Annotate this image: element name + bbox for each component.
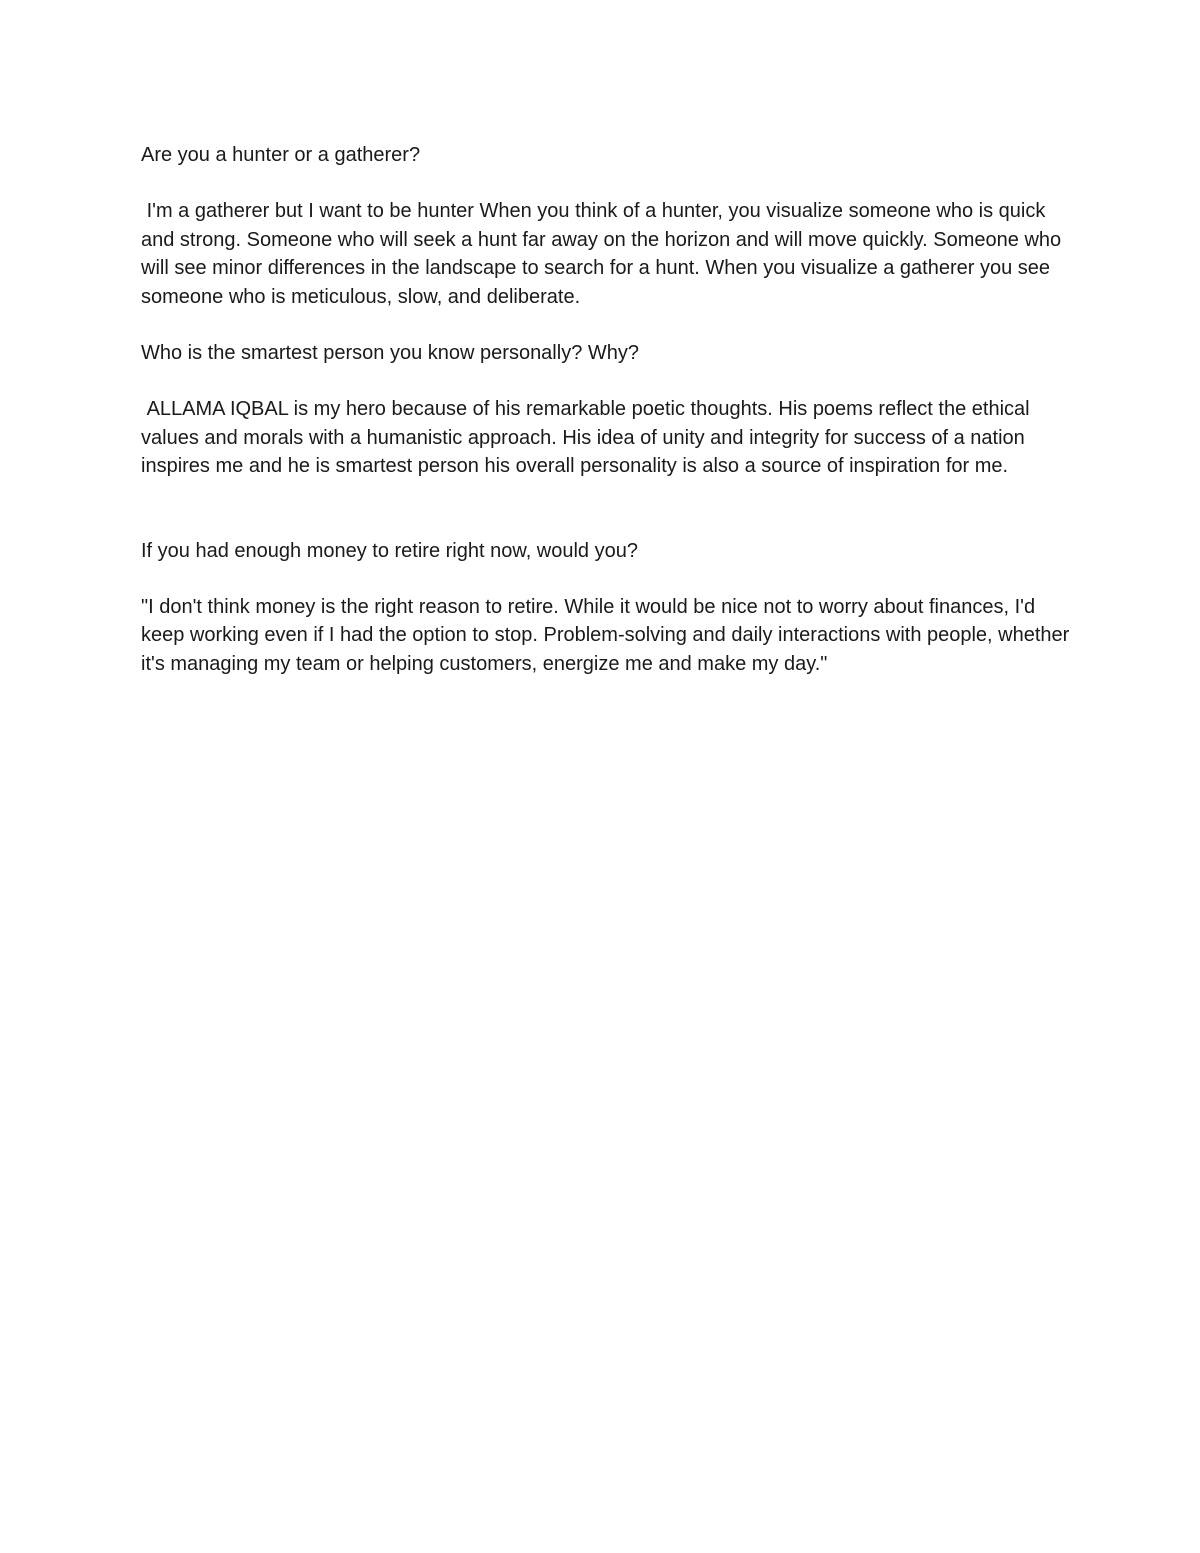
paragraph-spacer: [141, 311, 1071, 339]
paragraph-spacer: [141, 481, 1071, 537]
answer-hunter-gatherer: I'm a gatherer but I want to be hunter When you think of a hunter, you visualize someone who is quick and strong. Someone who will seek a hunt far away on the horizon and will move quickly. Someone who will see minor differences in the landscape to search for a hunt. When you visualize a gatherer you see someone who is meticulous, slow, and deliberate.: [141, 200, 1067, 308]
question-smartest-person: Who is the smartest person you know personally? Why?: [141, 342, 639, 365]
paragraph-spacer: [141, 169, 1071, 197]
paragraph-spacer: [141, 565, 1071, 593]
paragraph-spacer: [141, 367, 1071, 395]
document-body: [141, 141, 1075, 678]
answer-smartest-person: ALLAMA IQBAL is my hero because of his remarkable poetic thoughts. His poems reflect the ethical values and morals with a humanistic approach. His idea of unity and integrity for success of a nation inspires me and he is smartest person his overall personality is also a source of inspiration for me.: [141, 398, 1036, 478]
question-hunter-gatherer: Are you a hunter or a gatherer?: [141, 144, 421, 166]
answer-retire: "I don't think money is the right reason to retire. While it would be nice not to worry about finances, I'd keep working even if I had the option to stop. Problem-solving and daily interactions with people, whether it's managing my team or helping customers, energize me and make my day.": [141, 596, 1075, 675]
question-retire: If you had enough money to retire right now, would you?: [141, 539, 638, 562]
